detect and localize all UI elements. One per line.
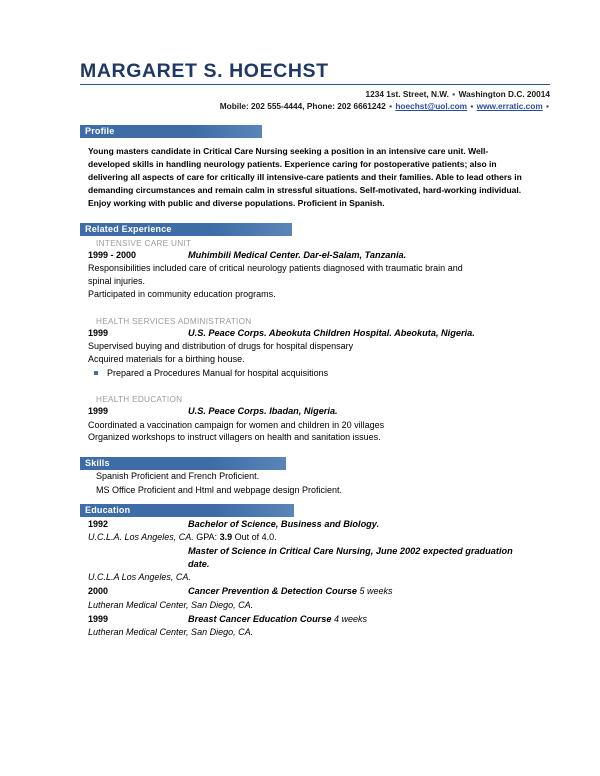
skills-body xyxy=(88,470,550,497)
phone-text: Phone: 202 6661242 xyxy=(306,101,386,112)
experience-date: 1999 - 2000 xyxy=(88,249,137,260)
email-link[interactable]: hoechst@uol.com xyxy=(395,101,468,112)
education-institution: Lutheran Medical Center, San Diego, CA. xyxy=(88,627,254,637)
education-year: 1999 xyxy=(88,613,109,624)
spacer xyxy=(50,444,550,457)
experience-bullet-item xyxy=(88,367,550,380)
experience-heading-row xyxy=(88,249,550,262)
experience-bullet-text: Prepared a Procedures Manual for hospital acquisitions xyxy=(107,367,329,378)
experience-organization: U.S. Peace Corps. Abeokuta Children Hospital. Abeokuta, Nigeria. xyxy=(188,327,475,338)
experience-entry xyxy=(88,239,550,301)
spacer xyxy=(88,379,550,392)
contact-line-address xyxy=(50,88,550,100)
gpa-value: 3.9 xyxy=(219,532,233,543)
education-institution: Lutheran Medical Center, San Diego, CA. xyxy=(88,599,254,610)
bullet-separator-icon: ▪ xyxy=(452,89,456,100)
section-header-profile: Profile xyxy=(80,125,262,138)
gpa-label: GPA: xyxy=(193,532,220,543)
section-header-related-experience: Related Experience xyxy=(80,223,292,236)
experience-heading-row xyxy=(88,405,550,418)
education-duration: 5 weeks xyxy=(357,586,393,597)
experience-detail: Organized workshops to instruct villagers on health and sanitation issues. xyxy=(88,432,381,443)
experience-subhead: HEALTH EDUCATION xyxy=(96,395,183,405)
experience-detail: spinal injuries. xyxy=(88,276,146,287)
mobile-text: Mobile: 202 555-4444, xyxy=(219,101,305,112)
experience-subhead: INTENSIVE CARE UNIT xyxy=(96,238,192,248)
education-entry xyxy=(88,518,550,544)
education-year: 1992 xyxy=(88,519,109,530)
spacer xyxy=(50,112,550,125)
square-bullet-icon xyxy=(94,371,98,375)
contact-block xyxy=(50,88,550,112)
education-degree: Master of Science in Critical Care Nursing, June 2002 expected graduation date. xyxy=(188,545,513,569)
experience-date: 1999 xyxy=(88,406,109,417)
education-degree: Breast Cancer Education Course xyxy=(188,613,332,624)
education-institution: U.C.L.A. Los Angeles, CA. xyxy=(88,532,194,543)
education-body xyxy=(88,518,550,639)
profile-body xyxy=(88,145,550,210)
education-entry xyxy=(88,613,550,639)
experience-entry xyxy=(88,317,550,380)
spacer xyxy=(88,301,550,314)
experience-subhead: HEALTH SERVICES ADMINISTRATION xyxy=(96,316,252,326)
header-divider xyxy=(80,84,550,85)
education-year: 2000 xyxy=(88,586,109,597)
education-heading-row xyxy=(88,518,550,531)
education-institution: U.C.L.A Los Angeles, CA. xyxy=(88,572,191,583)
spacer xyxy=(50,497,550,504)
education-entry xyxy=(88,545,550,585)
education-heading-row xyxy=(88,613,550,626)
gpa-suffix: Out of 4.0. xyxy=(232,532,277,543)
education-degree: Bachelor of Science, Business and Biology. xyxy=(188,519,380,530)
profile-text: Young masters candidate in Critical Care Nursing seeking a position in an intensive care unit. Well-developed skills in handling neurology patients. Experience caring for postoperative patients; also in delivering all aspects of care for critically ill intensive-care patients and their families. Able to lead others in demanding circumstances and remain calm in stressful situations. Self-motivated, hard-working individual. Enjoy working with public and diverse populations. Proficient in Spanish. xyxy=(88,146,522,209)
education-heading-row xyxy=(88,585,550,598)
bullet-separator-icon: ▪ xyxy=(470,101,474,112)
experience-entry xyxy=(88,395,550,444)
experience-detail: Acquired materials for a birthing house. xyxy=(88,353,245,364)
experience-detail: Responsibilities included care of critical neurology patients diagnosed with traumatic brain and xyxy=(88,263,463,274)
city-state-zip-text: Washington D.C. 20014 xyxy=(458,89,550,100)
bullet-separator-icon: ▪ xyxy=(546,101,549,112)
section-header-skills: Skills xyxy=(80,457,286,470)
experience-date: 1999 xyxy=(88,327,109,338)
experience-organization: U.S. Peace Corps. Ibadan, Nigeria. xyxy=(188,406,338,417)
experience-detail: Participated in community education programs. xyxy=(88,288,276,299)
contact-line-phones xyxy=(50,100,550,112)
education-degree-wrap xyxy=(188,613,367,626)
education-institution-row xyxy=(88,531,550,544)
experience-detail: Supervised buying and distribution of drugs for hospital dispensary xyxy=(88,340,354,351)
skills-line: Spanish Proficient and French Proficient. xyxy=(96,471,260,482)
education-degree-wrap xyxy=(188,585,393,598)
education-entry xyxy=(88,585,550,611)
spacer xyxy=(50,210,550,223)
address-text: 1234 1st. Street, N.W. xyxy=(365,89,449,100)
resume-header xyxy=(50,60,550,112)
education-degree: Cancer Prevention & Detection Course xyxy=(188,586,357,597)
experience-detail: Coordinated a vaccination campaign for women and children in 20 villages xyxy=(88,419,385,430)
education-duration: 4 weeks xyxy=(331,613,368,624)
related-experience-body xyxy=(88,239,550,444)
section-header-education: Education xyxy=(80,504,294,517)
experience-heading-row xyxy=(88,327,550,340)
page-title: MARGARET S. HOECHST xyxy=(80,60,329,82)
skills-line: MS Office Proficient and Html and webpage design Proficient. xyxy=(96,484,342,495)
website-link[interactable]: www.erratic.com xyxy=(476,101,543,112)
bullet-separator-icon: ▪ xyxy=(389,101,393,112)
experience-organization: Muhimbili Medical Center. Dar-el-Salam, Tanzania. xyxy=(188,249,407,260)
